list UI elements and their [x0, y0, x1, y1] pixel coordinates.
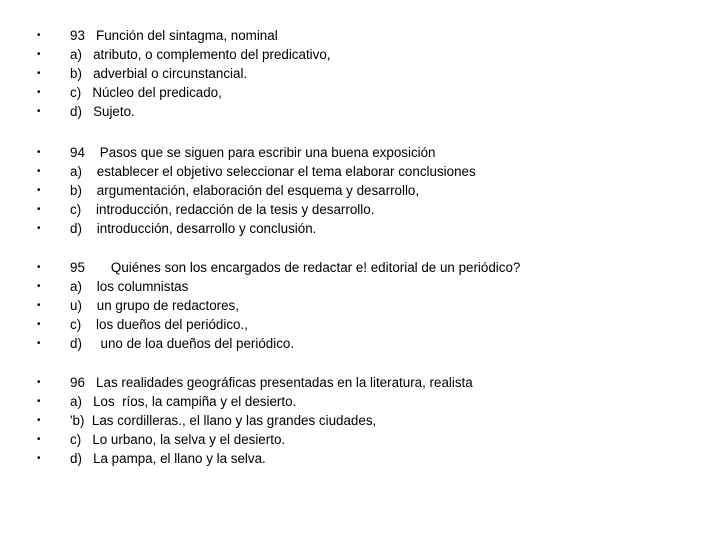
bullet: • [37, 319, 41, 330]
bullet: • [37, 106, 41, 117]
bullet: • [37, 262, 41, 273]
bullet: • [37, 415, 41, 426]
option-c: c) Lo urbano, la selva y el desierto. [70, 432, 286, 447]
bullet: • [37, 223, 41, 234]
question-line [0, 143, 720, 162]
option-a: a) los columnistas [70, 279, 189, 294]
bullet: • [37, 377, 41, 388]
answer-option [0, 200, 720, 219]
answer-option [0, 102, 720, 121]
option-d: d) Sujeto. [70, 104, 135, 119]
answer-option [0, 392, 720, 411]
bullet: • [37, 68, 41, 79]
answer-option [0, 162, 720, 181]
answer-option [0, 430, 720, 449]
option-a: a) establecer el objetivo seleccionar el tema elaborar conclusiones [70, 164, 476, 179]
option-c: c) Núcleo del predicado, [70, 85, 222, 100]
bullet: • [37, 147, 41, 158]
option-c: c) los dueños del periódico., [70, 317, 248, 332]
bullet: • [37, 453, 41, 464]
answer-option [0, 296, 720, 315]
bullet: • [37, 204, 41, 215]
answer-option [0, 181, 720, 200]
bullet: • [37, 87, 41, 98]
question-stem: 94 Pasos que se siguen para escribir una buena exposición [70, 145, 436, 160]
bullet: • [37, 300, 41, 311]
question-line [0, 258, 720, 277]
bullet: • [37, 166, 41, 177]
option-c: c) introducción, redacción de la tesis y desarrollo. [70, 202, 375, 217]
answer-option [0, 449, 720, 468]
option-a: a) Los ríos, la campiña y el desierto. [70, 394, 297, 409]
question-line [0, 373, 720, 392]
question-stem: 96 Las realidades geográficas presentadas en la literatura, realista [70, 375, 473, 390]
option-b: 'b) Las cordilleras., el llano y las grandes ciudades, [70, 413, 377, 428]
bullet: • [37, 434, 41, 445]
bullet: • [37, 49, 41, 60]
answer-option [0, 277, 720, 296]
option-d: d) uno de loa dueños del periódico. [70, 336, 295, 351]
answer-option [0, 45, 720, 64]
bullet: • [37, 396, 41, 407]
option-a: a) atributo, o complemento del predicativo, [70, 47, 331, 62]
answer-option [0, 334, 720, 353]
answer-option [0, 315, 720, 334]
bullet: • [37, 281, 41, 292]
bullet: • [37, 185, 41, 196]
option-d: d) introducción, desarrollo y conclusión. [70, 221, 317, 236]
answer-option [0, 83, 720, 102]
option-d: d) La pampa, el llano y la selva. [70, 451, 266, 466]
option-b: b) argumentación, elaboración del esquema y desarrollo, [70, 183, 420, 198]
question-line [0, 26, 720, 45]
bullet: • [37, 30, 41, 41]
question-stem: 93 Función del sintagma, nominal [70, 28, 278, 43]
answer-option [0, 411, 720, 430]
option-b: u) un grupo de redactores, [70, 298, 239, 313]
question-stem: 95 Quiénes son los encargados de redactar e! editorial de un periódico? [70, 260, 521, 275]
bullet: • [37, 338, 41, 349]
option-b: b) adverbial o circunstancial. [70, 66, 248, 81]
answer-option [0, 64, 720, 83]
answer-option [0, 219, 720, 238]
